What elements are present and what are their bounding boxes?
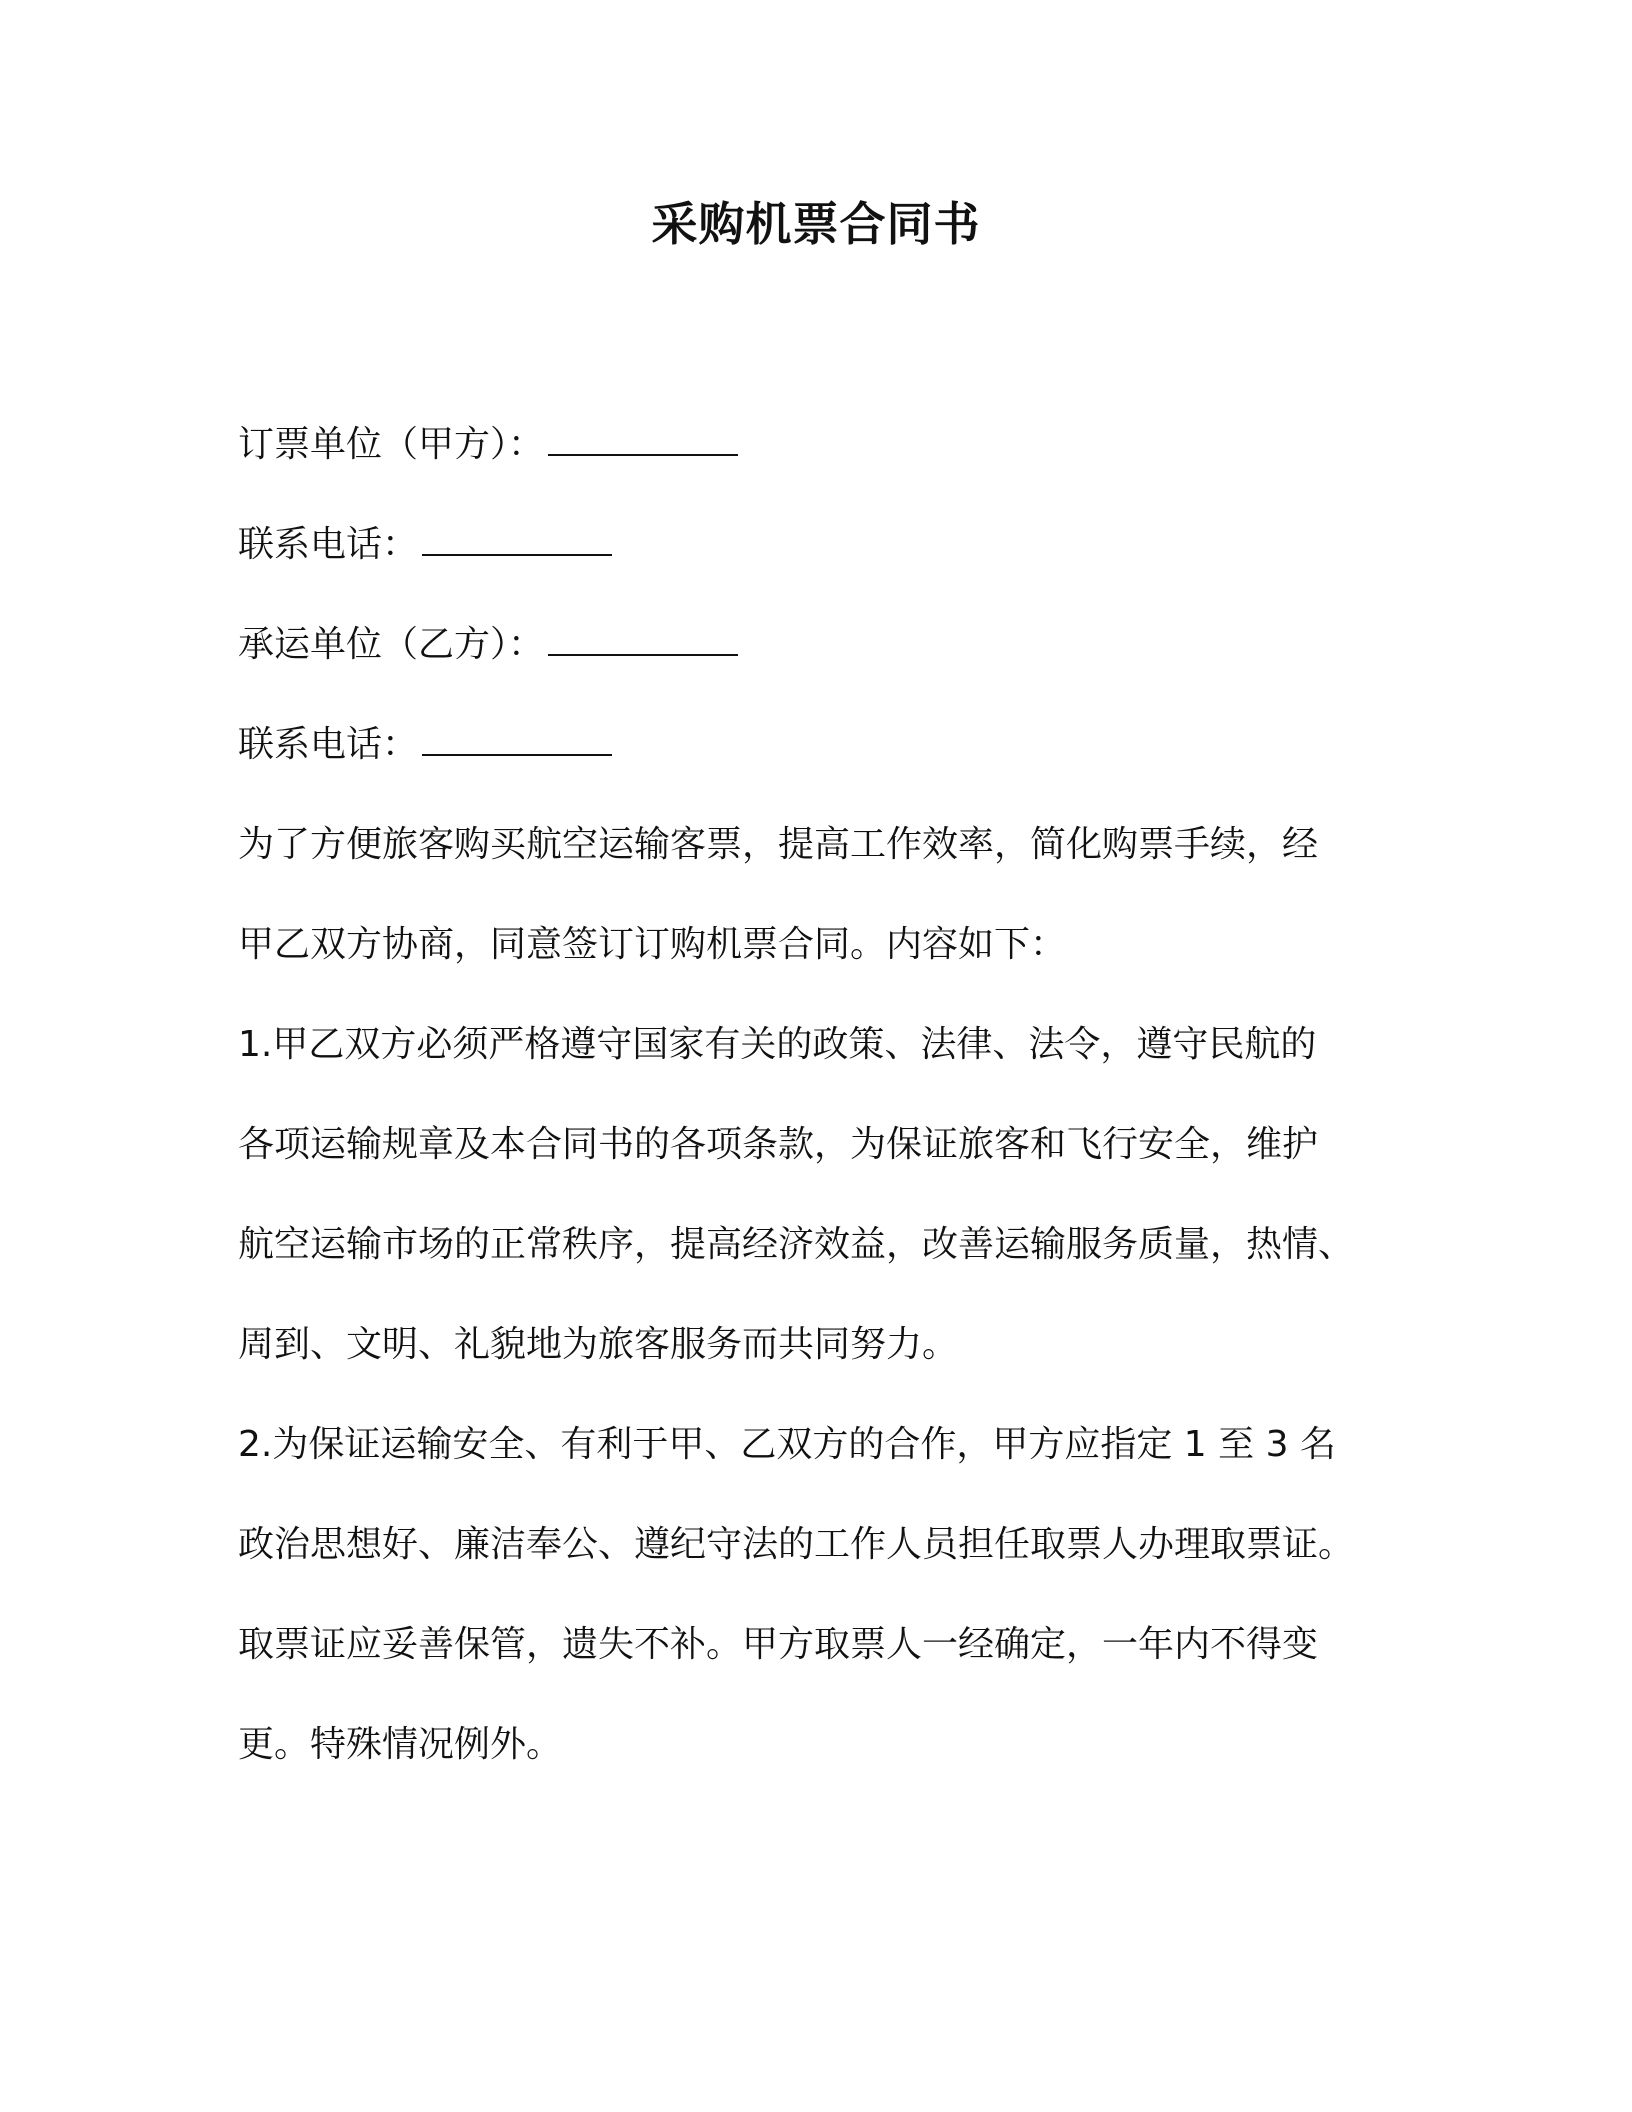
body-line: 政治思想好、廉洁奉公、遵纪守法的工作人员担任取票人办理取票证。 bbox=[238, 1524, 1355, 1565]
field-label: 联系电话： bbox=[238, 524, 419, 565]
fill-in-blank bbox=[422, 524, 612, 556]
body-line: 航空运输市场的正常秩序，提高经济效益，改善运输服务质量，热情、 bbox=[238, 1224, 1355, 1265]
field-label: 联系电话： bbox=[238, 724, 419, 765]
document-title: 采购机票合同书 bbox=[651, 197, 981, 251]
body-line: 1.甲乙双方必须严格遵守国家有关的政策、法律、法令，遵守民航的 bbox=[238, 1024, 1317, 1065]
body-line: 更。特殊情况例外。 bbox=[238, 1724, 563, 1765]
fill-in-blank bbox=[422, 724, 612, 756]
body-line: 2.为保证运输安全、有利于甲、乙双方的合作，甲方应指定 1 至 3 名 bbox=[238, 1424, 1336, 1465]
fill-in-blank bbox=[548, 624, 738, 656]
body-line: 各项运输规章及本合同书的各项条款，为保证旅客和飞行安全，维护 bbox=[238, 1124, 1319, 1165]
body-line: 取票证应妥善保管，遗失不补。甲方取票人一经确定，一年内不得变 bbox=[238, 1624, 1319, 1665]
field-label: 承运单位（乙方）： bbox=[238, 624, 545, 665]
field-party-a-phone bbox=[238, 520, 1398, 570]
body-line: 周到、文明、礼貌地为旅客服务而共同努力。 bbox=[238, 1324, 959, 1365]
field-party-b bbox=[238, 620, 1398, 670]
fill-in-blank bbox=[548, 424, 738, 456]
body-line: 甲乙双方协商，同意签订订购机票合同。内容如下： bbox=[238, 924, 1067, 965]
field-party-b-phone bbox=[238, 720, 1398, 770]
field-label: 订票单位（甲方）： bbox=[238, 424, 545, 465]
field-party-a bbox=[238, 420, 1398, 470]
body-line: 为了方便旅客购买航空运输客票，提高工作效率，简化购票手续，经 bbox=[238, 824, 1319, 865]
